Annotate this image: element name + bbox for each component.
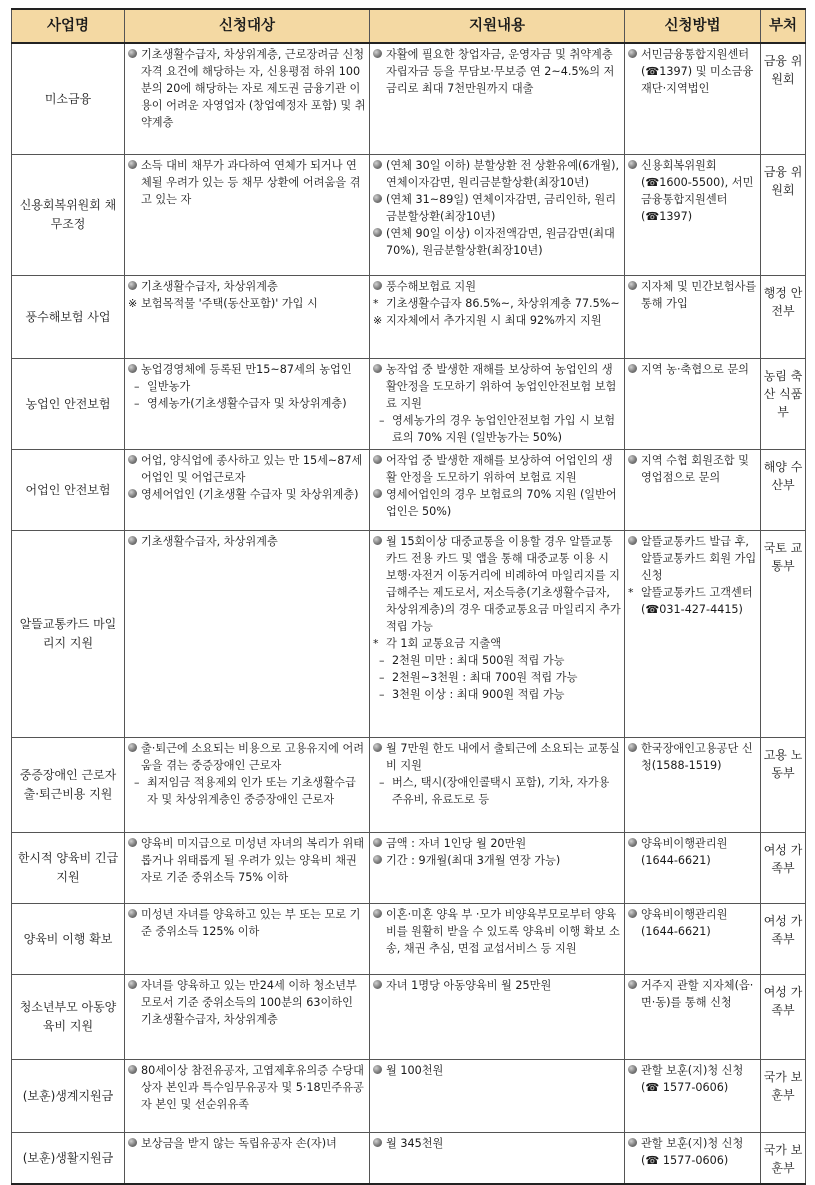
item-text: 거주지 관할 지자체(읍·면·동)를 통해 신청 [641,979,754,1009]
item-text: 신용회복위원회(☎1600-5500), 서민금융통합지원센터(☎1397) [641,159,754,223]
list-item [373,46,621,97]
support-cell [370,904,625,975]
bullet-marker [628,906,641,923]
bullet-icon [373,364,382,373]
department-cell: 국가 보훈부 [761,1060,806,1133]
bullet-icon [628,838,637,847]
bullet-marker [128,906,141,923]
target-cell [125,359,370,450]
bullet-marker [628,740,641,757]
list-item [628,278,757,312]
bullet-icon [373,1065,382,1074]
bullet-icon [128,1138,137,1147]
list-item [373,635,621,652]
bullet-icon [628,160,637,169]
item-text: 기초생활수급자, 차상위계층, 근로장려금 신청자격 요건에 해당하는 자, 신용평점 하위 100분의 20에 해당하는 자로 제도권 금융기관 이용이 어려운 자영업자 (창업예정자 포함) 및 취약계층 [141,48,366,129]
bullet-marker [628,452,641,469]
bullet-marker [373,486,386,503]
list-item [128,906,366,940]
list-item [373,774,621,808]
target-cell [125,975,370,1060]
item-text: 한국장애인고용공단 신청(1588-1519) [641,742,753,772]
list-item [128,1062,366,1113]
bullet-marker [373,46,386,63]
bullet-icon [128,980,137,989]
table-row [12,450,806,531]
target-cell [125,833,370,904]
item-text: 어업, 양식업에 종사하고 있는 만 15세~87세 어업인 및 어업근로자 [141,454,363,484]
item-text: 소득 대비 채무가 과다하여 연체가 되거나 연체될 우려가 있는 등 채무 상환에 어려움을 겪고 있는 자 [141,159,361,206]
item-text: 2천원~3천원 : 최대 700원 적립 가능 [392,671,578,684]
bullet-icon [128,281,137,290]
item-text: 영세어업인의 경우 보험료의 70% 지원 (일반어업인은 50%) [386,488,617,518]
bullet-icon [128,909,137,918]
bullet-icon [128,838,137,847]
item-text: 양육비이행관리원(1644-6621) [641,908,728,938]
item-text: 양육비이행관리원(1644-6621) [641,837,728,867]
item-text: 보상금을 받지 않는 독립유공자 손(자)녀 [141,1137,337,1150]
item-text: 어작업 중 발생한 재해를 보상하여 어업인의 생활 안정을 도모하기 위하여 보험료 지원 [386,454,613,484]
target-cell [125,1133,370,1185]
list-item [128,774,366,808]
bullet-icon [128,364,137,373]
item-text: 지역 수협 회원조합 및 영업점으로 문의 [641,454,749,484]
department-cell: 여성 가족부 [761,833,806,904]
support-cell [370,450,625,531]
bullet-icon [628,743,637,752]
bullet-marker [628,1135,641,1152]
bullet-marker [628,977,641,994]
bullet-icon [373,1138,382,1147]
list-item [373,361,621,412]
method-cell [625,1133,761,1185]
program-name-cell: 청소년부모 아동양육비 지원 [12,975,125,1060]
item-text: 풍수해보험료 지원 [386,280,477,293]
list-item [128,378,366,395]
list-item [373,977,621,994]
item-text: 기간 : 9개월(최대 3개월 연장 가능) [386,854,561,867]
list-item [628,533,757,584]
asterisk-marker: * [373,297,379,310]
bullet-marker [128,533,141,550]
method-cell [625,43,761,155]
bullet-marker [628,278,641,295]
bullet-marker [373,191,386,208]
list-item [128,1135,366,1152]
list-item [373,157,621,191]
department-cell: 국가 보훈부 [761,1133,806,1185]
bullet-icon [628,536,637,545]
support-cell [370,738,625,833]
list-item [628,452,757,486]
bullet-marker [373,533,386,550]
bullet-icon [373,49,382,58]
bullet-marker [128,835,141,852]
list-item [128,533,366,550]
bullet-marker [373,452,386,469]
asterisk-marker: * [628,586,634,599]
target-cell [125,904,370,975]
bullet-icon [373,838,382,847]
program-name-cell: 어업인 안전보험 [12,450,125,531]
method-cell [625,359,761,450]
bullet-marker [128,1062,141,1079]
program-name-cell: 미소금융 [12,43,125,155]
target-cell [125,738,370,833]
list-item [373,278,621,295]
bullet-icon [628,909,637,918]
method-cell [625,738,761,833]
support-cell [370,43,625,155]
program-name-cell: 중증장애인 근로자 출·퇴근비용 지원 [12,738,125,833]
bullet-icon [373,855,382,864]
table-row [12,904,806,975]
item-text: 월 100천원 [386,1064,444,1077]
target-cell [125,531,370,738]
item-text: 미성년 자녀를 양육하고 있는 부 또는 모로 기준 중위소득 125% 이하 [141,908,361,938]
item-text: 최저임금 적용제외 인가 또는 기초생활수급자 및 차상위계층인 중증장애인 근로자 [147,776,356,806]
header-dept: 부처 [761,9,806,43]
item-text: 영세농가의 경우 농업인안전보험 가입 시 보험료의 70% 지원 (일반농가는 50%) [392,414,616,444]
bullet-icon [128,1065,137,1074]
item-text: 지역 농·축협으로 문의 [641,363,749,376]
bullet-icon [628,980,637,989]
list-item [628,835,757,869]
target-cell [125,43,370,155]
bullet-marker [128,361,141,378]
item-text: 농업경영체에 등록된 만15~87세의 농업인 [141,363,352,376]
item-text: 출·퇴근에 소요되는 비용으로 고용유지에 어려움을 겪는 중증장애인 근로자 [141,742,365,772]
item-text: 관할 보훈(지)청 신청 (☎ 1577-0606) [641,1137,744,1167]
list-item [373,412,621,446]
item-text: 금액 : 자녀 1인당 월 20만원 [386,837,527,850]
list-item [373,740,621,774]
bullet-icon [373,281,382,290]
support-cell [370,975,625,1060]
bullet-icon [373,743,382,752]
bullet-marker [128,977,141,994]
bullet-marker [628,46,641,63]
bullet-icon [128,49,137,58]
department-cell: 국토 교통부 [761,531,806,738]
department-cell: 해양 수산부 [761,450,806,531]
table-row [12,975,806,1060]
bullet-marker [128,452,141,469]
program-name-cell: 농업인 안전보험 [12,359,125,450]
list-item [128,977,366,1028]
program-name-cell: 한시적 양육비 긴급지원 [12,833,125,904]
bullet-marker [128,486,141,503]
dash-marker: – [134,380,140,393]
list-item [373,669,621,686]
list-item [628,361,757,378]
support-programs-table [11,8,806,1185]
list-item [373,486,621,520]
program-name-cell: 풍수해보험 사업 [12,276,125,359]
bullet-icon [628,49,637,58]
bullet-icon [373,228,382,237]
item-text: 농작업 중 발생한 재해를 보상하여 농업인의 생활안정을 도모하기 위하여 농업인안전보험 보험료 지원 [386,363,617,410]
item-text: 이혼·미혼 양육 부 ·모가 비양육부모로부터 양육비를 원활히 받을 수 있도록 양육비 이행 확보 소송, 채권 추심, 면접 교섭서비스 등 지원 [386,908,620,955]
target-cell [125,1060,370,1133]
bullet-icon [628,281,637,290]
bullet-icon [628,1065,637,1074]
program-name-cell: (보훈)생계지원금 [12,1060,125,1133]
table-row [12,1060,806,1133]
list-item [128,157,366,208]
list-item [373,835,621,852]
dash-marker: – [134,397,140,410]
dash-marker: – [379,414,385,427]
bullet-marker [373,361,386,378]
item-text: 버스, 택시(장애인콜택시 포함), 기차, 자가용 주유비, 유료도로 등 [392,776,610,806]
table-row [12,1133,806,1185]
bullet-marker [128,157,141,174]
list-item [628,740,757,774]
list-item [373,312,621,329]
bullet-icon [373,160,382,169]
item-text: 각 1회 교통요금 지출액 [386,637,502,650]
bullet-icon [128,489,137,498]
bullet-marker [128,1135,141,1152]
department-cell: 금융 위원회 [761,155,806,276]
department-cell: 금융 위원회 [761,43,806,155]
item-text: 영세어업인 (기초생활 수급자 및 차상위계층) [141,488,359,501]
bullet-icon [373,455,382,464]
bullet-marker [373,1135,386,1152]
table-row [12,359,806,450]
item-text: 기초생활수급자, 차상위계층 [141,280,278,293]
bullet-marker [373,278,386,295]
item-text: 영세농가(기초생활수급자 및 차상위계층) [147,397,347,410]
method-cell [625,1060,761,1133]
item-text: 월 345천원 [386,1137,444,1150]
bullet-icon [373,489,382,498]
department-cell: 농림 축산 식품부 [761,359,806,450]
dash-marker: – [379,776,385,789]
list-item [628,977,757,1011]
support-cell [370,833,625,904]
list-item [373,452,621,486]
header-target: 신청대상 [125,9,370,43]
bullet-icon [373,194,382,203]
department-cell: 여성 가족부 [761,975,806,1060]
table-row [12,738,806,833]
support-cell [370,155,625,276]
method-cell [625,276,761,359]
list-item [628,584,757,618]
list-item [128,361,366,378]
bullet-marker [373,225,386,242]
item-text: 월 7만원 한도 내에서 출퇴근에 소요되는 교통실비 지원 [386,742,620,772]
support-cell [370,1133,625,1185]
item-text: 자녀를 양육하고 있는 만24세 이하 청소년부모로서 기준 중위소득의 100분의 63이하인 기초생활수급자, 차상위계층 [141,979,357,1026]
bullet-marker [628,533,641,550]
support-cell [370,276,625,359]
program-name-cell: 신용회복위원회 채무조정 [12,155,125,276]
dash-marker: – [134,776,140,789]
item-text: 기초생활수급자 86.5%~, 차상위계층 77.5%~ [386,297,620,310]
bullet-marker [373,852,386,869]
list-item [128,278,366,295]
table-row [12,276,806,359]
list-item [628,1062,757,1096]
header-program: 사업명 [12,9,125,43]
list-item [373,1135,621,1152]
list-item [373,652,621,669]
bullet-marker [128,278,141,295]
list-item [128,740,366,774]
program-name-cell: 양육비 이행 확보 [12,904,125,975]
support-cell [370,359,625,450]
list-item [628,906,757,940]
program-name-cell: 알뜰교통카드 마일리지 지원 [12,531,125,738]
list-item [373,906,621,957]
bullet-marker [373,157,386,174]
item-text: (연체 31~89일) 연체이자감면, 금리인하, 원리금분할상환(최장10년) [386,193,617,223]
bullet-icon [373,536,382,545]
bullet-icon [628,455,637,464]
dash-marker: – [379,671,385,684]
item-text: 관할 보훈(지)청 신청 (☎ 1577-0606) [641,1064,744,1094]
method-cell [625,904,761,975]
department-cell: 행정 안전부 [761,276,806,359]
bullet-marker [628,361,641,378]
method-cell [625,450,761,531]
item-text: 보험목적물 '주택(동산포함)' 가입 시 [141,297,318,310]
item-text: 월 15회이상 대중교통을 이용할 경우 알뜰교통카드 전용 카드 및 앱을 통해 대중교통 이용 시 보행·자전거 이동거리에 비례하여 마일리지를 지급해주는 제도로서, 저소득층(기초생활수급자, 차상위계층)의 경우 대중교통요금 마일리지 추가 적립 가능 [386,535,621,633]
bullet-icon [628,1138,637,1147]
list-item [128,295,366,312]
list-item [373,686,621,703]
item-text: 기초생활수급자, 차상위계층 [141,535,278,548]
item-text: 80세이상 참전유공자, 고엽제후유의증 수당대상자 본인과 특수임무유공자 및 5·18민주유공자 본인 및 선순위유족 [141,1064,364,1111]
table-row [12,155,806,276]
item-text: 양육비 미지급으로 미성년 자녀의 복리가 위태롭거나 위태롭게 될 우려가 있는 양육비 채권자로 기준 중위소득 75% 이하 [141,837,365,884]
bullet-icon [373,980,382,989]
table-row [12,531,806,738]
item-text: 지자체에서 추가지원 시 최대 92%까지 지원 [386,314,602,327]
dash-marker: – [379,688,385,701]
asterisk-marker: * [373,637,379,650]
list-item [373,295,621,312]
bullet-marker [628,835,641,852]
list-item [128,452,366,486]
reference-mark-icon: ※ [128,297,138,310]
table-row [12,43,806,155]
item-text: 2천원 미만 : 최대 500원 적립 가능 [392,654,565,667]
reference-mark-icon: ※ [373,314,383,327]
list-item [628,157,757,225]
bullet-marker [628,1062,641,1079]
program-name-cell: (보훈)생활지원금 [12,1133,125,1185]
item-text: 알뜰교통카드 고객센터 (☎031-427-4415) [641,586,753,616]
list-item [373,852,621,869]
item-text: 일반농가 [147,380,191,393]
list-item [628,1135,757,1169]
list-item [373,1062,621,1079]
target-cell [125,450,370,531]
target-cell [125,155,370,276]
list-item [373,533,621,635]
method-cell [625,975,761,1060]
list-item [128,835,366,886]
bullet-marker [373,1062,386,1079]
header-row [12,9,806,43]
item-text: (연체 90일 이상) 이자전액감면, 원금감면(최대70%), 원금분할상환(최장10년) [386,227,615,257]
department-cell: 고용 노동부 [761,738,806,833]
bullet-marker [128,46,141,63]
item-text: 자활에 필요한 창업자금, 운영자금 및 취약계층자립자금 등을 무담보·무보증 연 2~4.5%의 저금리로 최대 7천만원까지 대출 [386,48,615,95]
item-text: 알뜰교통카드 발급 후, 알뜰교통카드 회원 가입 신청 [641,535,757,582]
bullet-icon [373,909,382,918]
support-cell [370,1060,625,1133]
item-text: 3천원 이상 : 최대 900원 적립 가능 [392,688,565,701]
department-cell: 여성 가족부 [761,904,806,975]
bullet-icon [128,536,137,545]
list-item [373,191,621,225]
bullet-marker [628,157,641,174]
bullet-icon [128,160,137,169]
bullet-marker [373,740,386,757]
item-text: (연체 30일 이하) 분할상환 전 상환유예(6개월), 연체이자감면, 원리금분할상환(최장10년) [386,159,620,189]
table-row [12,833,806,904]
bullet-marker [373,906,386,923]
item-text: 자녀 1명당 아동양육비 월 25만원 [386,979,552,992]
bullet-icon [128,455,137,464]
list-item [128,395,366,412]
bullet-icon [628,364,637,373]
support-cell [370,531,625,738]
target-cell [125,276,370,359]
header-method: 신청방법 [625,9,761,43]
bullet-marker [128,740,141,757]
method-cell [625,155,761,276]
bullet-marker [373,977,386,994]
bullet-marker [373,835,386,852]
dash-marker: – [379,654,385,667]
support-programs-table-wrap [11,8,805,1185]
header-support: 지원내용 [370,9,625,43]
list-item [628,46,757,97]
list-item [128,486,366,503]
bullet-icon [128,743,137,752]
list-item [128,46,366,131]
item-text: 서민금융통합지원센터 (☎1397) 및 미소금융재단·지역법인 [641,48,754,95]
item-text: 지자체 및 민간보험사를 통해 가입 [641,280,757,310]
list-item [373,225,621,259]
method-cell [625,531,761,738]
method-cell [625,833,761,904]
